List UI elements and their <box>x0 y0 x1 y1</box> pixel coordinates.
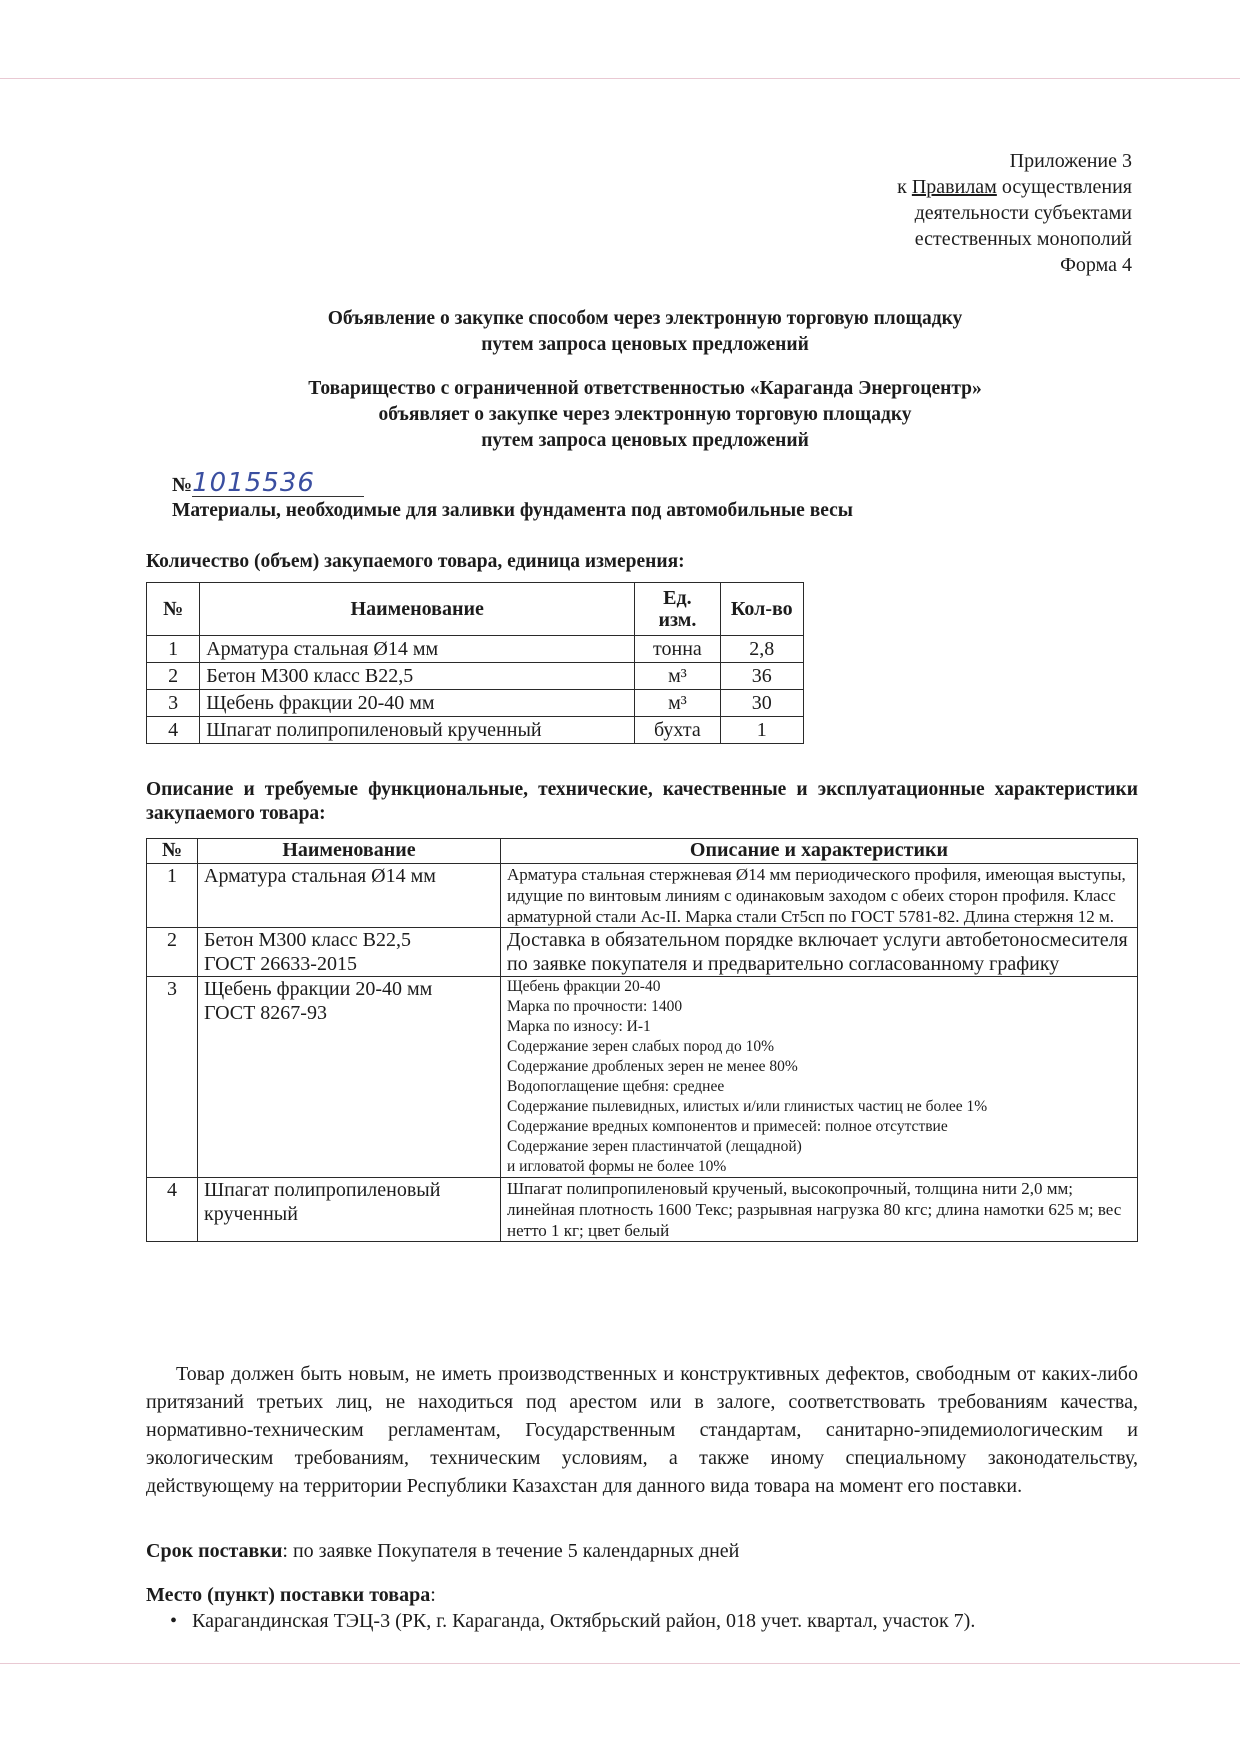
header-num: № <box>147 839 198 864</box>
table-header-row <box>147 583 804 636</box>
table-row: 4 Шпагат полипропиленовый крученный Шпагат полипропиленовый крученый, высокопрочный, толщина нити 2,0 мм; линейная плотность 1600 Текс; разрывная нагрузка 80 кгс; длина намотки 625 м; вес нетто 1 кг; цвет белый <box>147 1178 1138 1242</box>
delivery-place-item: • Карагандинская ТЭЦ-3 (РК, г. Караганда, Октябрьский район, 018 учет. квартал, участок 7). <box>170 1610 976 1632</box>
header-num: № <box>147 583 200 636</box>
table-row: 2 Бетон М300 класс В22,5 ГОСТ 26633-2015 Доставка в обязательном порядке включает услуги автобетоносмесителя по заявке покупателя и предварительно согласованному графику <box>147 928 1138 977</box>
lot-subject: Материалы, необходимые для заливки фундамента под автомобильные весы <box>172 500 854 521</box>
item-description: Щебень фракции 20-40 Марка по прочности: 1400 Марка по износу: И-1 Содержание зерен слабых пород до 10% Содержание дробленых зерен не менее 80% Водопоглащение щебня: среднее Содержание пылевидных, илистых и/или глинистых частиц не более 1% Содержание вредных компонентов и примесей: полное отсутствие Содержание зерен пластинчатой (лещадной) и игловатой формы не более 10% <box>501 977 1138 1178</box>
header-name: Наименование <box>200 583 635 636</box>
item-description: Доставка в обязательном порядке включает услуги автобетоносмесителя по заявке покупателя и предварительно согласованному графику <box>501 928 1138 977</box>
handwritten-number: 1015536 <box>192 470 364 497</box>
description-section-title: Описание и требуемые функциональные, технические, качественные и эксплуатационные характеристики закупаемого товара: <box>146 779 1138 824</box>
appendix-line: к Правилам осуществления <box>897 176 1132 198</box>
requirements-paragraph: Товар должен быть новым, не иметь производственных и конструктивных дефектов, свободным от каких-либо притязаний третьих лиц, не находиться под арестом или в залоге, соответствовать требованиям качества, нормативно-техническим регламентам, Государственным стандартам, санитарно-эпидемиологическим и экологическим требованиям, техническим условиям, а также иному специальному законодательству, действующему на территории Республики Казахстан для данного вида товара на момент его поставки. <box>146 1363 1138 1497</box>
table-row: 4 Шпагат полипропиленовый крученный бухта 1 <box>147 717 804 744</box>
lot-number: №1015536 <box>172 470 364 497</box>
rules-link[interactable]: Правилам <box>911 176 997 198</box>
table-row: 2 Бетон М300 класс В22,5 м³ 36 <box>147 663 804 690</box>
announcement-title: Объявление о закупке способом через электронную торговую площадку путем запроса ценовых предложений <box>327 308 963 355</box>
form-number: Форма 4 <box>1060 254 1132 276</box>
header-description: Описание и характеристики <box>501 839 1138 864</box>
appendix-line: естественных монополий <box>914 228 1132 250</box>
bullet-icon: • <box>170 1610 178 1632</box>
company-announcement: Товарищество с ограниченной ответственностью «Караганда Энергоцентр» объявляет о закупке через электронную торговую площадку путем запроса ценовых предложений <box>308 378 982 451</box>
table-row: 3 Щебень фракции 20-40 мм ГОСТ 8267-93 Щебень фракции 20-40 Марка по прочности: 1400 Марка по износу: И-1 Содержание зерен слабых пород до 10% Содержание дробленых зерен не менее 80% Водопоглащение щебня: среднее Содержание пылевидных, илистых и/или глинистых частиц не более 1% Содержание вредных компонентов и примесей: полное отсутствие Содержание зерен пластинчатой (лещадной) и игловатой формы не более 10% <box>147 977 1138 1178</box>
item-description: Арматура стальная стержневая Ø14 мм периодического профиля, имеющая выступы, идущие по винтовым линиям с одинаковым заходом с обеих сторон профиля. Класс арматурной стали Ас-II. Марка стали Ст5сп по ГОСТ 5781-82. Длина стержня 12 м. <box>501 864 1138 928</box>
description-table <box>146 838 1138 1242</box>
delivery-term: Срок поставки: по заявке Покупателя в течение 5 календарных дней <box>146 1540 740 1562</box>
appendix-header <box>897 148 1132 278</box>
appendix-line: деятельности субъектами <box>914 202 1132 224</box>
header-name: Наименование <box>198 839 501 864</box>
appendix-line: Приложение 3 <box>1009 150 1132 172</box>
quantity-section-title: Количество (объем) закупаемого товара, единица измерения: <box>146 551 685 572</box>
header-unit: Ед. изм. <box>635 583 720 636</box>
item-description: Шпагат полипропиленовый крученый, высокопрочный, толщина нити 2,0 мм; линейная плотность 1600 Текс; разрывная нагрузка 80 кгс; длина намотки 625 м; вес нетто 1 кг; цвет белый <box>501 1178 1138 1242</box>
scan-artifact-line <box>0 78 1240 79</box>
header-qty: Кол-во <box>720 583 803 636</box>
delivery-place-label: Место (пункт) поставки товара: <box>146 1584 436 1606</box>
scan-artifact-line <box>0 1663 1240 1664</box>
table-row: 1 Арматура стальная Ø14 мм Арматура стальная стержневая Ø14 мм периодического профиля, имеющая выступы, идущие по винтовым линиям с одинаковым заходом с обеих сторон профиля. Класс арматурной стали Ас-II. Марка стали Ст5сп по ГОСТ 5781-82. Длина стержня 12 м. <box>147 864 1138 928</box>
table-header-row <box>147 839 1138 864</box>
quantity-table <box>146 582 804 744</box>
table-row: 1 Арматура стальная Ø14 мм тонна 2,8 <box>147 636 804 663</box>
table-row: 3 Щебень фракции 20-40 мм м³ 30 <box>147 690 804 717</box>
